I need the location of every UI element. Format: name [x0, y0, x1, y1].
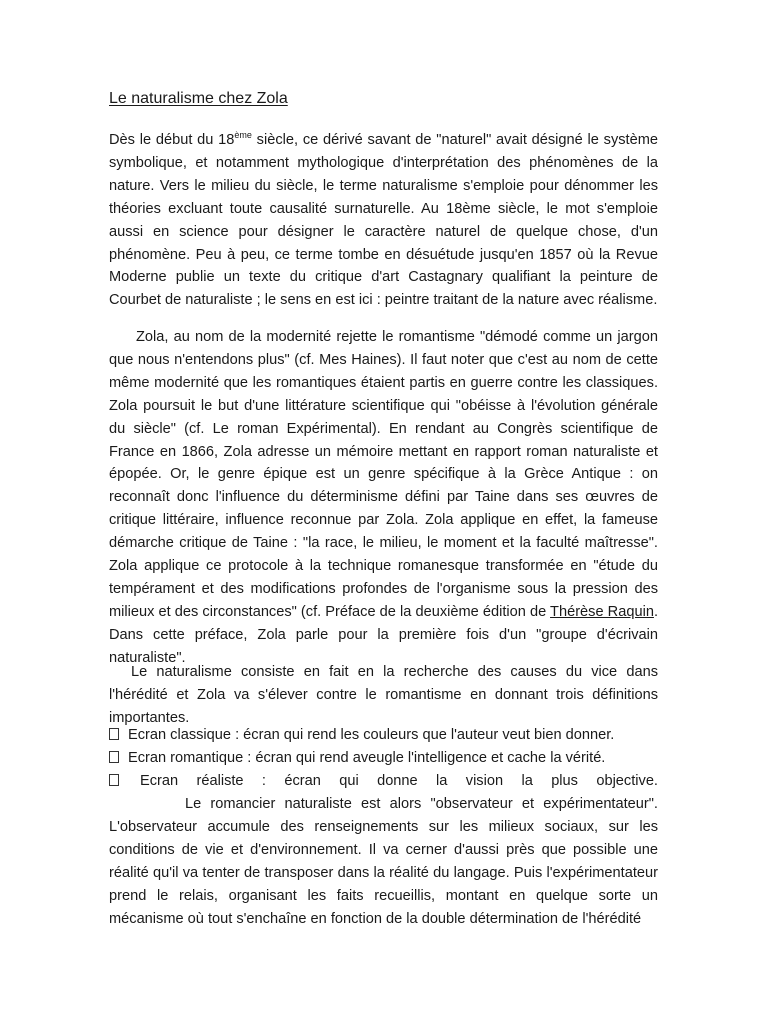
list-item: [109, 747, 658, 770]
bullet-icon: [109, 774, 119, 786]
list-item: [109, 770, 658, 793]
paragraph-romancier: Le romancier naturaliste est alors "observateur et expérimentateur". L'observateur accumule des renseignements sur les milieux sociaux, sur les conditions de vie et d'environnement. Il va cerner d'aussi près que possible une réalité qu'il va tenter de transposer dans la réalité du langage. Puis l'expérimentateur prend le relais, organisant les faits recueillis, montant en quelque sorte un mécanisme où tout s'enchaîne en fonction de la double détermination de l'hérédité: [109, 796, 658, 927]
paragraph-naturalisme: Le naturalisme consiste en fait en la recherche des causes du vice dans l'hérédité et Zola va s'élever contre le romantisme en donnant trois définitions importantes.: [109, 664, 658, 726]
document-title: Le naturalisme chez Zola: [109, 90, 288, 107]
paragraph-modernite: [109, 326, 658, 670]
therese-raquin-title: Thérèse Raquin: [550, 603, 654, 620]
superscript-eme: ème: [234, 130, 252, 140]
list-item-text: Ecran romantique : écran qui rend aveugle l'intelligence et cache la vérité.: [128, 749, 606, 766]
paragraph-modernite-text: Zola, au nom de la modernité rejette le romantisme "démodé comme un jargon que nous n'entendons plus" (cf. Mes Haines). Il faut noter que c'est au nom de cette même modernité que les romantiques étaient partis en guerre contre les classiques. Zola poursuit le but d'une littérature scientifique qui "obéisse à l'évolution générale du siècle" (cf. Le roman Expérimental). En rendant au Congrès scientifique de France en 1866, Zola adresse un mémoire mettant en rapport roman naturaliste et épopée. Or, le genre épique est un genre spécifique à la Grèce Antique : on reconnaît donc l'influence du déterminisme défini par Taine dans ses œuvres de critique littéraire, influence reconnue par Zola. Zola applique en effet, la fameuse démarche critique de Taine : "la race, le milieu, le moment et la faculté maîtresse". Zola applique ce protocole à la technique romanesque transformée en "étude du tempérament et des modifications profondes de l'organisme sous la pression des milieux et des circonstances" (cf. Préface de la deuxième édition de: [109, 329, 658, 620]
list-item: [109, 724, 658, 747]
paragraph-intro-start: Dès le début du 18: [109, 132, 235, 148]
paragraph-intro: [109, 129, 658, 312]
bullet-icon: [109, 751, 119, 763]
paragraph-modernite-end: . Dans cette préface, Zola parle pour la première fois d'un "groupe d'écrivain naturaliste".: [109, 603, 658, 666]
list-item-text: Ecran réaliste : écran qui donne la vision la plus objective.: [140, 772, 658, 789]
list-item-text: Ecran classique : écran qui rend les couleurs que l'auteur veut bien donner.: [128, 727, 615, 743]
ecran-list: [109, 724, 658, 793]
paragraph-intro-rest: siècle, ce dérivé savant de "naturel" avait désigné le système symbolique, et notamment mythologique d'interprétation des phénomènes de la nature. Vers le milieu du siècle, le terme naturalisme s'emploie pour dénommer les théories excluant toute causalité surnaturelle. Au 18ème siècle, le mot s'emploie aussi en science pour désigner le caractère naturel de quelque chose, d'un phénomène. Peu à peu, ce terme tombe en désuétude jusqu'en 1857 où la Revue Moderne publie un texte du critique d'art Castagnary qualifiant la peinture de Courbet de naturaliste ; le sens en est ici : peintre traitant de la nature avec réalisme.: [109, 132, 658, 309]
bullet-icon: [109, 728, 119, 740]
